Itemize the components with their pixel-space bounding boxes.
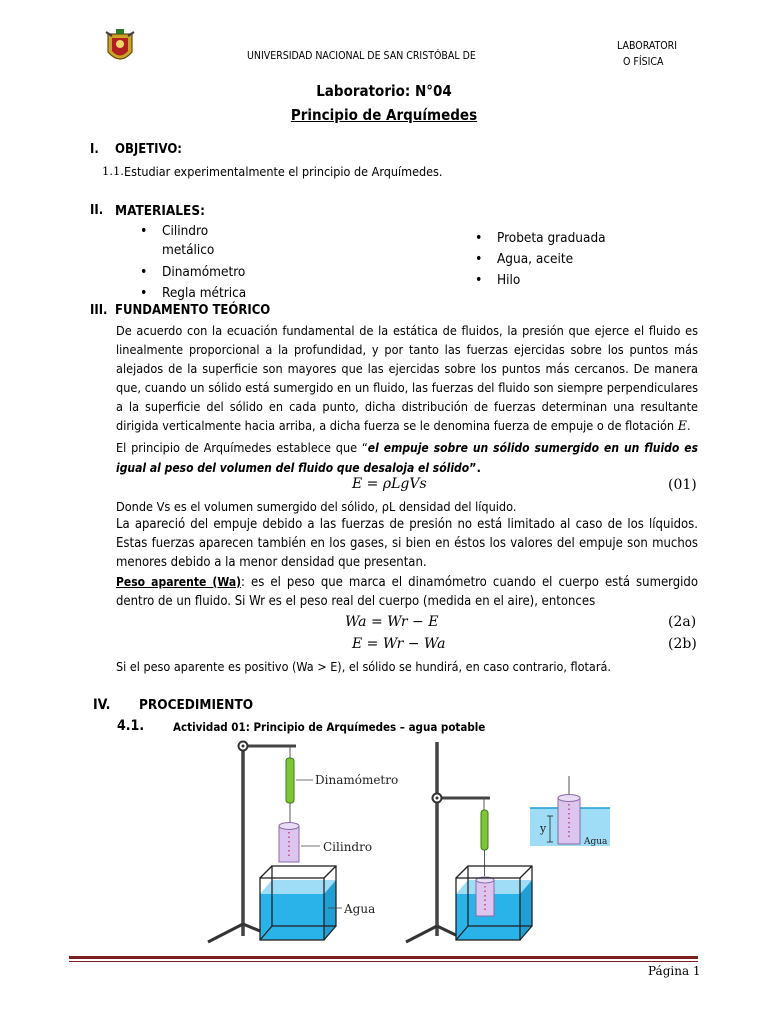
equation-01-number: (01) bbox=[668, 477, 697, 493]
page-title: Laboratorio: N°04 bbox=[316, 82, 452, 100]
section-1-title: OBJETIVO: bbox=[115, 142, 182, 157]
tank-right bbox=[456, 866, 532, 940]
peso-aparente-text: : es el peso que marca el dinamómetro cuando el cuerpo está sumergido dentro de un fluido. Si Wr es el peso real del cuerpo (medida en el aire), entonces bbox=[116, 575, 698, 609]
material-item: • Cilindro metálico bbox=[138, 222, 258, 260]
label-agua-inset: Agua bbox=[584, 837, 608, 847]
label-y: y bbox=[540, 822, 547, 835]
peso-aparente-label: Peso aparente (Wa) bbox=[116, 575, 242, 589]
activity-number: 4.1. bbox=[117, 718, 145, 734]
materials-list-right bbox=[473, 229, 673, 290]
footer-rule-thin bbox=[69, 961, 698, 962]
material-item: • Hilo bbox=[473, 271, 673, 290]
label-agua: Agua bbox=[344, 902, 376, 916]
equation-01 bbox=[352, 476, 427, 492]
material-item: • Probeta graduada bbox=[473, 229, 673, 248]
theory-paragraph-4: Si el peso aparente es positivo (Wa > E), el sólido se hundirá, en caso contrario, flotará. bbox=[116, 659, 611, 674]
theory-peso-aparente bbox=[116, 573, 698, 611]
theory-quote-end: ”. bbox=[469, 460, 481, 475]
cylinder-left bbox=[279, 823, 299, 863]
theory-paragraph-2 bbox=[116, 438, 698, 478]
page-number: Página 1 bbox=[648, 964, 701, 978]
section-4-title: PROCEDIMIENTO bbox=[139, 697, 254, 713]
theory-paragraph-1-text: De acuerdo con la ecuación fundamental de la estática de fluidos, la presión que ejerce el fluido es linealmente proporcional a la profundidad, y por tanto las fuerzas ejercidas sobre los puntos más alejados de la superficie son mayores que las ejercidas sobre los puntos más cercanos. De manera que, cuando un sólido está sumergido en un fluido, las fuerzas del fluido son siempre perpendiculares a la superficie del sólido en cada punto, dicha distribución de fuerzas determinan una resultante dirigida verticalmente hacia arriba, a dicha fuerza se le denomina fuerza de empuje o de flotación bbox=[116, 323, 698, 433]
theory-paragraph-3: La apareció del empuje debido a las fuerzas de presión no está limitado al caso de los líquidos. Estas fuerzas aparecen también en los gases, si bien en éstos los valores del empuje son muchos menores debido a la menor densidad que presentan. bbox=[116, 517, 698, 570]
university-crest bbox=[104, 28, 136, 68]
equation-01-text: E = ρLgVs bbox=[352, 476, 427, 492]
objective-item-text: Estudiar experimentalmente el principio de Arquímedes. bbox=[124, 164, 443, 179]
page-subtitle: Principio de Arquímedes bbox=[290, 106, 478, 124]
equation-2a-number: (2a) bbox=[668, 614, 697, 630]
section-4-number: IV. bbox=[93, 697, 111, 713]
label-cilindro: Cilindro bbox=[323, 840, 373, 854]
section-2-number: II. bbox=[90, 203, 104, 218]
label-dinamometro: Dinamómetro bbox=[315, 773, 399, 787]
footer-rule-thick bbox=[69, 956, 698, 959]
tank-left bbox=[260, 866, 336, 940]
dynamometer-left bbox=[286, 758, 294, 822]
section-3-title: FUNDAMENTO TEÓRICO bbox=[115, 303, 271, 318]
theory-paragraph-1-symbol: E bbox=[677, 418, 687, 433]
objective-item-number: 1.1. bbox=[102, 164, 124, 178]
header-university: UNIVERSIDAD NACIONAL DE SAN CRISTÓBAL DE bbox=[247, 50, 476, 62]
equation-2a: Wa = Wr − E bbox=[345, 614, 439, 630]
equation-2b-number: (2b) bbox=[668, 636, 697, 652]
equation-2b: E = Wr − Wa bbox=[352, 636, 446, 652]
material-item: • Regla métrica bbox=[138, 284, 258, 303]
inset-detail bbox=[530, 776, 610, 846]
archimedes-figure bbox=[200, 736, 620, 950]
material-item: • Agua, aceite bbox=[473, 250, 673, 269]
theory-quote-lead: El principio de Arquímedes establece que “ bbox=[116, 440, 368, 455]
section-3-number: III. bbox=[90, 303, 108, 318]
section-1-number: I. bbox=[90, 142, 99, 157]
material-item: • Dinamómetro bbox=[138, 263, 258, 282]
theory-donde: Donde Vs es el volumen sumergido del sólido, ρL densidad del líquido. bbox=[116, 499, 517, 514]
theory-quote: el empuje sobre un sólido sumergido en un fluido es igual al peso del volumen del fluido que desaloja el sólido bbox=[116, 441, 698, 475]
materials-list-left bbox=[138, 222, 258, 303]
theory-paragraph-1: De acuerdo con la ecuación fundamental de la estática de fluidos, la presión que ejerce el fluido es linealmente proporcional a la profundidad, y por tanto las fuerzas ejercidas sobre los puntos más alejados de la superficie son mayores que las ejercidas sobre los puntos más cercanos. De manera que, cuando un sólido está sumergido en un fluido, las fuerzas del fluido son siempre perpendiculares a la superficie del sólido en cada punto, dicha distribución de fuerzas determinan una resultante dirigida verticalmente hacia arriba, a dicha fuerza se le denomina fuerza de empuje o de flotación E. bbox=[116, 323, 698, 433]
activity-title: Actividad 01: Principio de Arquímedes – agua potable bbox=[173, 720, 486, 734]
section-2-title: MATERIALES: bbox=[115, 203, 205, 219]
header-lab-line1: LABORATORI bbox=[617, 40, 678, 52]
header-lab-line2: O FÍSICA bbox=[623, 56, 664, 68]
